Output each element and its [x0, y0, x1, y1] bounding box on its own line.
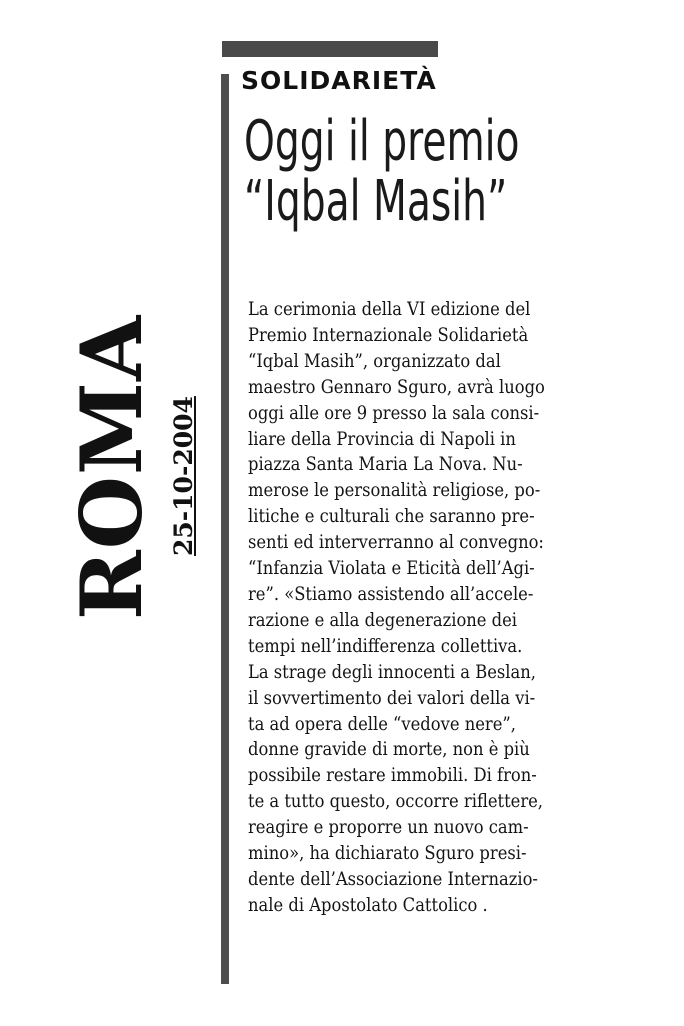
article-line: senti ed interverranno al convegno:: [248, 531, 544, 554]
article-line: reagire e proporre un nuovo cam-: [248, 816, 529, 839]
article-line: ta ad opera delle “vedove nere”,: [248, 712, 516, 735]
column-rule: [221, 74, 229, 984]
article-body: [248, 297, 644, 919]
publication-date: 25-10-2004: [169, 396, 198, 556]
article-line: litiche e culturali che saranno pre-: [248, 505, 535, 528]
article-line: dente dell’Associazione Internazio-: [248, 867, 538, 890]
article-line: tempi nell’indifferenza collettiva.: [248, 634, 523, 657]
article-line: razione e alla degenerazione dei: [248, 608, 518, 631]
article-line: liare della Provincia di Napoli in: [248, 427, 516, 450]
article-line: “Iqbal Masih”, organizzato dal: [248, 349, 501, 372]
article-line: La cerimonia della VI edizione del: [248, 298, 531, 320]
section-rubric: SOLIDARIETÀ: [241, 66, 437, 95]
article-line: il sovvertimento dei valori della vi-: [248, 686, 536, 709]
headline: [244, 109, 520, 234]
article-line: merose le personalità religiose, po-: [248, 479, 541, 502]
article-line: mino», ha dichiarato Sguro presi-: [248, 842, 527, 865]
article-line: Premio Internazionale Solidarietà: [248, 323, 529, 346]
article-line: possibile restare immobili. Di fron-: [248, 764, 537, 787]
article-line: “Infanzia Violata e Eticità dell’Agi-: [248, 557, 535, 580]
article-line: re”. «Stiamo assistendo all’accele-: [248, 582, 534, 605]
article-line: donne gravide di morte, non è più: [248, 738, 530, 761]
article-line: te a tutto questo, occorre riflettere,: [248, 790, 544, 813]
article-line: nale di Apostolato Cattolico .: [248, 893, 488, 916]
headline-line-1: Oggi il premio: [244, 109, 520, 174]
article-line: maestro Gennaro Sguro, avrà luogo: [248, 375, 545, 398]
article-line: piazza Santa Maria La Nova. Nu-: [248, 453, 523, 476]
article-line: oggi alle ore 9 presso la sala consi-: [248, 401, 540, 424]
city-masthead: ROMA: [62, 314, 161, 620]
headline-line-2: “Iqbal Masih”: [244, 169, 508, 234]
header-bar: [222, 41, 438, 57]
article-line: La strage degli innocenti a Beslan,: [248, 660, 536, 683]
